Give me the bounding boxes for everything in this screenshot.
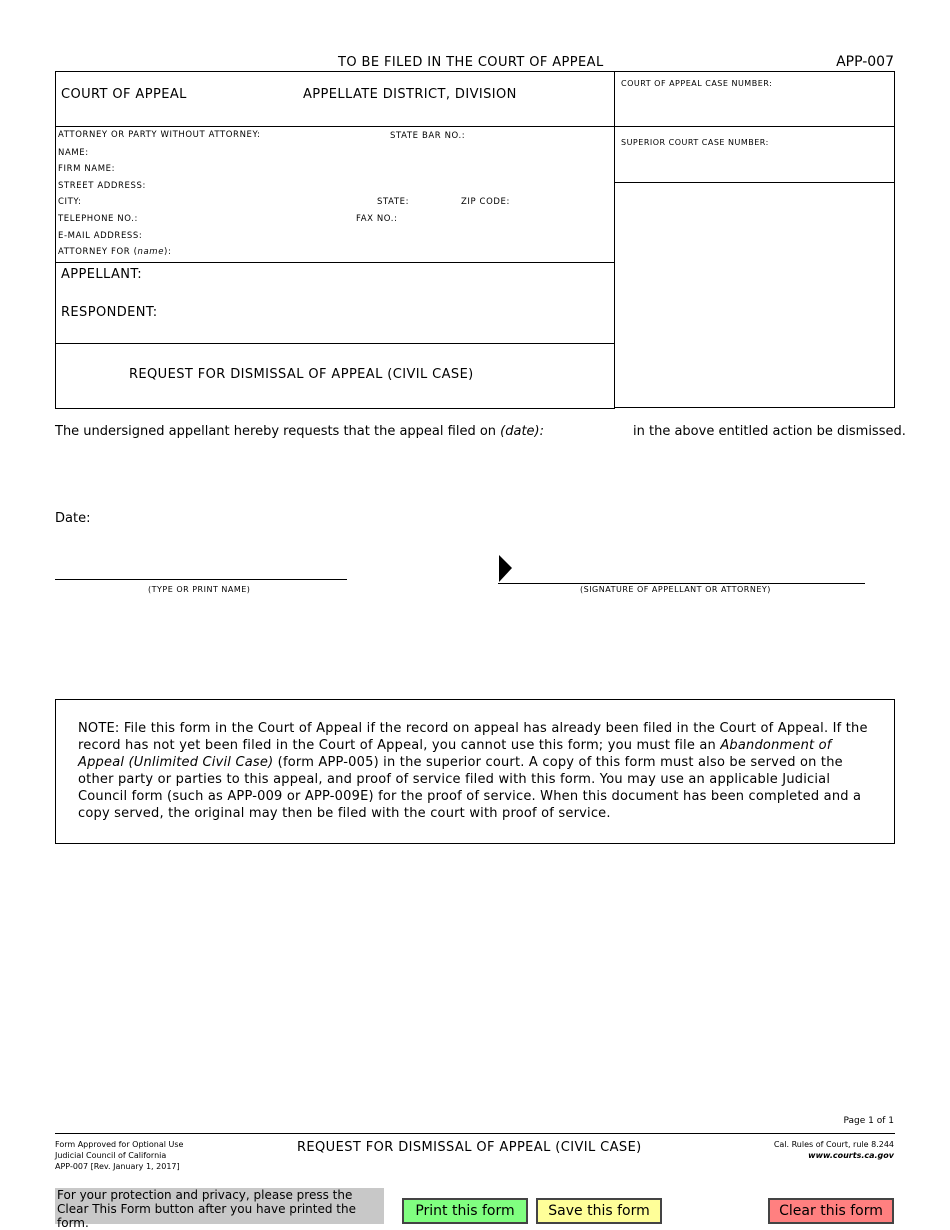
case-number-label: COURT OF APPEAL CASE NUMBER: <box>621 79 773 88</box>
footer-rules: Cal. Rules of Court, rule 8.244 <box>773 1140 894 1149</box>
footer-approved: Form Approved for Optional Use <box>55 1140 184 1149</box>
footer-title: REQUEST FOR DISMISSAL OF APPEAL (CIVIL CASE) <box>297 1140 642 1155</box>
page-number: Page 1 of 1 <box>843 1116 894 1126</box>
attorney-label: ATTORNEY OR PARTY WITHOUT ATTORNEY: <box>58 130 261 140</box>
respondent-label: RESPONDENT: <box>61 305 158 320</box>
request-text: The undersigned appellant hereby requests that the appeal filed on (date): <box>55 424 544 439</box>
signature-arrow-icon <box>498 555 514 583</box>
privacy-note: For your protection and privacy, please press the Clear This Form button after you have printed the form. <box>55 1188 384 1224</box>
divider <box>614 126 895 127</box>
date-label: Date: <box>55 511 91 526</box>
type-name-caption: (TYPE OR PRINT NAME) <box>148 585 251 594</box>
divider <box>55 262 615 263</box>
filing-instruction: TO BE FILED IN THE COURT OF APPEAL <box>338 55 604 70</box>
signature-line <box>498 583 865 584</box>
zip-label: ZIP CODE: <box>461 197 510 207</box>
caption-right-box <box>614 71 895 408</box>
divider <box>614 182 895 183</box>
phone-label: TELEPHONE NO.: <box>58 214 138 224</box>
attorney-for-label: ATTORNEY FOR (name): <box>58 247 172 257</box>
fax-label: FAX NO.: <box>356 214 398 224</box>
superior-case-label: SUPERIOR COURT CASE NUMBER: <box>621 138 769 147</box>
form-number: APP-007 <box>836 54 894 70</box>
note-text: NOTE: File this form in the Court of Appeal if the record on appeal has already been filed in the Court of Appeal. If the record has not yet been filed in the Court of Appeal, you cannot use this form; you must file an Abandonment of Appeal (Unlimited Civil Case) (form APP-005) in the superior court. A copy of this form must also be served on the other party or parties to this appeal, and proof of service filed with this form. You may use an applicable Judicial Council form (such as APP-009 or APP-009E) for the proof of service. When this document has been completed and a copy served, the original may then be filed with the court with proof of service. <box>78 721 868 821</box>
name-line <box>55 579 347 580</box>
footer-council: Judicial Council of California <box>55 1151 167 1160</box>
footer-divider <box>55 1133 895 1134</box>
appellant-label: APPELLANT: <box>61 267 143 282</box>
form-title: REQUEST FOR DISMISSAL OF APPEAL (CIVIL CASE) <box>129 367 474 382</box>
firm-label: FIRM NAME: <box>58 164 116 174</box>
court-label: COURT OF APPEAL <box>61 87 187 102</box>
name-label: NAME: <box>58 148 89 158</box>
signature-caption: (SIGNATURE OF APPELLANT OR ATTORNEY) <box>580 585 771 594</box>
request-text-end: in the above entitled action be dismissed. <box>633 424 906 439</box>
divider <box>55 126 615 127</box>
city-label: CITY: <box>58 197 82 207</box>
divider <box>55 343 615 344</box>
footer-rev: APP-007 [Rev. January 1, 2017] <box>55 1162 180 1171</box>
state-label: STATE: <box>377 197 410 207</box>
email-label: E-MAIL ADDRESS: <box>58 231 143 241</box>
footer-website[interactable]: www.courts.ca.gov <box>808 1151 894 1160</box>
save-button[interactable]: Save this form <box>536 1198 662 1224</box>
clear-button[interactable]: Clear this form <box>768 1198 894 1224</box>
street-label: STREET ADDRESS: <box>58 181 146 191</box>
print-button[interactable]: Print this form <box>402 1198 528 1224</box>
footer-left <box>55 1139 183 1172</box>
district-label: APPELLATE DISTRICT, DIVISION <box>303 87 517 102</box>
footer-right <box>774 1139 894 1161</box>
state-bar-label: STATE BAR NO.: <box>390 131 466 141</box>
